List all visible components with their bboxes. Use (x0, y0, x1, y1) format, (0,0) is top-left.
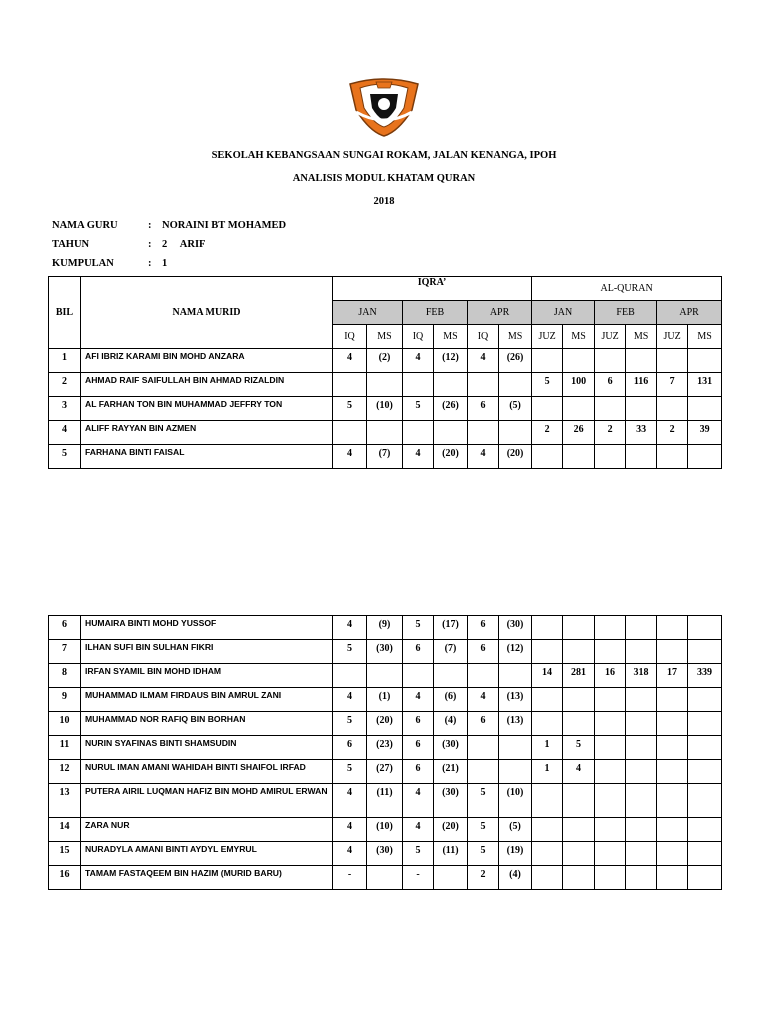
score-cell (367, 866, 403, 890)
sub-header: MS (688, 325, 722, 349)
score-cell (626, 640, 657, 664)
table-row (49, 616, 722, 640)
score-cell: 6 (403, 760, 434, 784)
score-cell: 281 (563, 664, 595, 688)
row-number: 15 (49, 842, 81, 866)
score-cell (657, 736, 688, 760)
school-crest-logo (346, 76, 422, 138)
score-cell (688, 397, 722, 421)
score-cell: 4 (333, 784, 367, 818)
score-cell (563, 818, 595, 842)
score-cell: 4 (333, 616, 367, 640)
score-cell (595, 712, 626, 736)
score-cell (333, 373, 367, 397)
score-cell (563, 712, 595, 736)
score-cell: 4 (403, 688, 434, 712)
score-cell: (30) (367, 842, 403, 866)
info-value: 1 (162, 258, 168, 269)
score-cell: 5 (403, 842, 434, 866)
score-cell: 39 (688, 421, 722, 445)
student-name: NURIN SYAFINAS BINTI SHAMSUDIN (81, 736, 333, 760)
student-name: NURUL IMAN AMANI WAHIDAH BINTI SHAIFOL IRFAD (81, 760, 333, 784)
score-cell: 1 (532, 736, 563, 760)
sub-header: JUZ (595, 325, 626, 349)
student-name: HUMAIRA BINTI MOHD YUSSOF (81, 616, 333, 640)
score-cell (595, 688, 626, 712)
month-header: FEB (403, 301, 468, 325)
sub-header: IQ (468, 325, 499, 349)
score-cell (688, 818, 722, 842)
score-cell: 6 (403, 712, 434, 736)
score-cell: (6) (434, 688, 468, 712)
info-label: KUMPULAN (52, 258, 114, 269)
score-cell (434, 421, 468, 445)
table-row (49, 842, 722, 866)
score-cell (563, 866, 595, 890)
table-row (49, 397, 722, 421)
student-name: FARHANA BINTI FAISAL (81, 445, 333, 469)
table-row (49, 736, 722, 760)
sub-header: IQ (403, 325, 434, 349)
score-cell (626, 760, 657, 784)
score-cell: 6 (468, 640, 499, 664)
report-title: ANALISIS MODUL KHATAM QURAN (292, 173, 476, 184)
row-number: 10 (49, 712, 81, 736)
month-header: APR (657, 301, 722, 325)
score-cell (367, 421, 403, 445)
table-row (49, 373, 722, 397)
score-cell (563, 616, 595, 640)
score-cell: (30) (367, 640, 403, 664)
score-cell (688, 616, 722, 640)
month-header: FEB (595, 301, 657, 325)
sub-header: MS (499, 325, 532, 349)
score-cell (403, 421, 434, 445)
score-cell: (13) (499, 688, 532, 712)
score-cell (626, 349, 657, 373)
score-cell: 6 (403, 736, 434, 760)
score-cell (595, 784, 626, 818)
row-number: 16 (49, 866, 81, 890)
score-cell (563, 640, 595, 664)
score-cell: 100 (563, 373, 595, 397)
score-cell (367, 373, 403, 397)
score-cell: 16 (595, 664, 626, 688)
score-cell (657, 640, 688, 664)
sub-header: JUZ (657, 325, 688, 349)
score-cell: (11) (367, 784, 403, 818)
sub-header: MS (626, 325, 657, 349)
score-cell: 4 (333, 688, 367, 712)
table-row (49, 760, 722, 784)
score-cell (657, 349, 688, 373)
score-cell (367, 664, 403, 688)
score-cell: 4 (333, 818, 367, 842)
score-cell (532, 397, 563, 421)
score-cell: 2 (468, 866, 499, 890)
score-cell: 5 (403, 616, 434, 640)
info-colon: : (148, 239, 152, 250)
row-number: 6 (49, 616, 81, 640)
info-value: 2 ARIF (162, 239, 206, 250)
score-cell (333, 421, 367, 445)
row-number: 1 (49, 349, 81, 373)
score-cell (657, 688, 688, 712)
student-name: NURADYLA AMANI BINTI AYDYL EMYRUL (81, 842, 333, 866)
score-cell: 7 (657, 373, 688, 397)
row-number: 9 (49, 688, 81, 712)
sub-header: JUZ (532, 325, 563, 349)
score-cell: 5 (333, 640, 367, 664)
score-cell: 5 (532, 373, 563, 397)
quran-header: AL-QURAN (532, 277, 722, 301)
score-cell (595, 640, 626, 664)
score-cell (626, 736, 657, 760)
score-cell: 5 (403, 397, 434, 421)
score-cell: (10) (499, 784, 532, 818)
sub-header: IQ (333, 325, 367, 349)
score-cell: 2 (532, 421, 563, 445)
score-cell: 4 (333, 445, 367, 469)
student-name: AL FARHAN TON BIN MUHAMMAD JEFFRY TON (81, 397, 333, 421)
row-number: 12 (49, 760, 81, 784)
score-cell (626, 397, 657, 421)
table-row (49, 784, 722, 818)
report-year: 2018 (373, 196, 395, 207)
score-cell (499, 760, 532, 784)
score-cell (434, 664, 468, 688)
score-cell: 4 (468, 688, 499, 712)
score-cell: 318 (626, 664, 657, 688)
score-cell: (11) (434, 842, 468, 866)
score-cell (657, 712, 688, 736)
score-cell (532, 842, 563, 866)
analysis-table-part2 (48, 615, 722, 890)
score-cell (626, 842, 657, 866)
score-cell (688, 842, 722, 866)
score-cell (688, 736, 722, 760)
bil-header: BIL (49, 277, 81, 349)
student-name: IRFAN SYAMIL BIN MOHD IDHAM (81, 664, 333, 688)
sub-header: MS (367, 325, 403, 349)
info-colon: : (148, 258, 152, 269)
score-cell (688, 349, 722, 373)
score-cell (563, 784, 595, 818)
table-row (49, 640, 722, 664)
score-cell: (20) (434, 818, 468, 842)
score-cell (595, 818, 626, 842)
info-value: NORAINI BT MOHAMED (162, 220, 287, 231)
score-cell: (20) (367, 712, 403, 736)
score-cell: 2 (595, 421, 626, 445)
score-cell: 4 (563, 760, 595, 784)
score-cell (688, 866, 722, 890)
table-row (49, 349, 722, 373)
month-header: JAN (532, 301, 595, 325)
score-cell: 4 (468, 445, 499, 469)
score-cell: (4) (434, 712, 468, 736)
score-cell (657, 784, 688, 818)
score-cell: 2 (657, 421, 688, 445)
student-name: MUHAMMAD ILMAM FIRDAUS BIN AMRUL ZANI (81, 688, 333, 712)
score-cell: (21) (434, 760, 468, 784)
student-name: ILHAN SUFI BIN SULHAN FIKRI (81, 640, 333, 664)
score-cell (468, 736, 499, 760)
score-cell (434, 373, 468, 397)
score-cell: 5 (333, 712, 367, 736)
student-name: TAMAM FASTAQEEM BIN HAZIM (MURID BARU) (81, 866, 333, 890)
row-number: 7 (49, 640, 81, 664)
table-row (49, 818, 722, 842)
table-row (49, 688, 722, 712)
score-cell: (26) (434, 397, 468, 421)
score-cell (626, 818, 657, 842)
score-cell: 6 (468, 712, 499, 736)
score-cell (595, 736, 626, 760)
score-cell (563, 349, 595, 373)
score-cell: (17) (434, 616, 468, 640)
score-cell (532, 349, 563, 373)
sub-header: MS (434, 325, 468, 349)
nama-header: NAMA MURID (81, 277, 333, 349)
score-cell (468, 373, 499, 397)
score-cell (403, 664, 434, 688)
score-cell: (20) (434, 445, 468, 469)
score-cell: 14 (532, 664, 563, 688)
score-cell: 4 (403, 349, 434, 373)
row-number: 5 (49, 445, 81, 469)
student-name: AFI IBRIZ KARAMI BIN MOHD ANZARA (81, 349, 333, 373)
score-cell: 116 (626, 373, 657, 397)
score-cell (657, 397, 688, 421)
score-cell (563, 688, 595, 712)
score-cell (595, 445, 626, 469)
score-cell: (9) (367, 616, 403, 640)
score-cell (563, 397, 595, 421)
score-cell (657, 445, 688, 469)
student-name: PUTERA AIRIL LUQMAN HAFIZ BIN MOHD AMIRUL ERWAN (81, 784, 333, 818)
score-cell (468, 421, 499, 445)
score-cell (532, 712, 563, 736)
score-cell: 4 (403, 784, 434, 818)
iqra-header: IQRA’ (333, 277, 532, 301)
score-cell: (20) (499, 445, 532, 469)
score-cell: (2) (367, 349, 403, 373)
score-cell (657, 760, 688, 784)
score-cell (595, 842, 626, 866)
score-cell: (19) (499, 842, 532, 866)
row-number: 2 (49, 373, 81, 397)
info-label: TAHUN (52, 239, 90, 250)
score-cell: 33 (626, 421, 657, 445)
score-cell: 131 (688, 373, 722, 397)
score-cell (532, 640, 563, 664)
row-number: 8 (49, 664, 81, 688)
score-cell: 6 (595, 373, 626, 397)
score-cell: 6 (403, 640, 434, 664)
school-name: SEKOLAH KEBANGSAAN SUNGAI ROKAM, JALAN KENANGA, IPOH (211, 150, 557, 161)
score-cell (688, 640, 722, 664)
score-cell: (7) (434, 640, 468, 664)
score-cell (595, 760, 626, 784)
score-cell: 339 (688, 664, 722, 688)
score-cell (499, 664, 532, 688)
table-row (49, 664, 722, 688)
score-cell (499, 421, 532, 445)
score-cell (688, 712, 722, 736)
score-cell (657, 616, 688, 640)
score-cell (626, 445, 657, 469)
score-cell: - (403, 866, 434, 890)
table-row (49, 445, 722, 469)
score-cell: (12) (499, 640, 532, 664)
score-cell: 6 (468, 616, 499, 640)
score-cell (434, 866, 468, 890)
row-number: 4 (49, 421, 81, 445)
score-cell: 4 (403, 818, 434, 842)
row-number: 13 (49, 784, 81, 818)
score-cell: 5 (563, 736, 595, 760)
score-cell: (7) (367, 445, 403, 469)
score-cell (499, 736, 532, 760)
score-cell: 5 (468, 784, 499, 818)
score-cell (657, 842, 688, 866)
score-cell: 4 (333, 842, 367, 866)
score-cell (532, 445, 563, 469)
score-cell (532, 616, 563, 640)
score-cell (563, 445, 595, 469)
score-cell: 6 (468, 397, 499, 421)
sub-header: MS (563, 325, 595, 349)
student-name: ALIFF RAYYAN BIN AZMEN (81, 421, 333, 445)
table-row (49, 866, 722, 890)
score-cell: 5 (468, 818, 499, 842)
analysis-table-part1 (48, 276, 722, 469)
info-label: NAMA GURU (52, 220, 118, 231)
score-cell (595, 616, 626, 640)
month-header: APR (468, 301, 532, 325)
score-cell (532, 818, 563, 842)
score-cell (626, 688, 657, 712)
score-cell: 4 (468, 349, 499, 373)
score-cell (468, 760, 499, 784)
score-cell (532, 866, 563, 890)
score-cell (563, 842, 595, 866)
score-cell: 5 (468, 842, 499, 866)
row-number: 11 (49, 736, 81, 760)
score-cell: 26 (563, 421, 595, 445)
score-cell (595, 349, 626, 373)
score-cell: 17 (657, 664, 688, 688)
score-cell (626, 866, 657, 890)
row-number: 14 (49, 818, 81, 842)
score-cell: (5) (499, 397, 532, 421)
score-cell: (30) (434, 736, 468, 760)
score-cell (626, 616, 657, 640)
score-cell (595, 866, 626, 890)
score-cell (403, 373, 434, 397)
score-cell: (10) (367, 818, 403, 842)
month-header: JAN (333, 301, 403, 325)
score-cell: (27) (367, 760, 403, 784)
score-cell: (13) (499, 712, 532, 736)
score-cell: (10) (367, 397, 403, 421)
score-cell (626, 784, 657, 818)
score-cell (657, 818, 688, 842)
score-cell: (26) (499, 349, 532, 373)
info-colon: : (148, 220, 152, 231)
student-name: AHMAD RAIF SAIFULLAH BIN AHMAD RIZALDIN (81, 373, 333, 397)
score-cell: 1 (532, 760, 563, 784)
row-number: 3 (49, 397, 81, 421)
score-cell: (30) (499, 616, 532, 640)
score-cell: (5) (499, 818, 532, 842)
score-cell (499, 373, 532, 397)
score-cell (688, 784, 722, 818)
score-cell: (1) (367, 688, 403, 712)
score-cell (333, 664, 367, 688)
score-cell: (12) (434, 349, 468, 373)
table-row (49, 712, 722, 736)
score-cell: (30) (434, 784, 468, 818)
score-cell: 4 (333, 349, 367, 373)
score-cell: 6 (333, 736, 367, 760)
score-cell: 5 (333, 760, 367, 784)
score-cell (688, 760, 722, 784)
table-row (49, 421, 722, 445)
score-cell (688, 688, 722, 712)
score-cell (468, 664, 499, 688)
score-cell: - (333, 866, 367, 890)
score-cell (595, 397, 626, 421)
score-cell: (4) (499, 866, 532, 890)
score-cell: 4 (403, 445, 434, 469)
student-name: MUHAMMAD NOR RAFIQ BIN BORHAN (81, 712, 333, 736)
score-cell (657, 866, 688, 890)
score-cell (688, 445, 722, 469)
student-name: ZARA NUR (81, 818, 333, 842)
score-cell (626, 712, 657, 736)
score-cell (532, 688, 563, 712)
score-cell: (23) (367, 736, 403, 760)
score-cell: 5 (333, 397, 367, 421)
score-cell (532, 784, 563, 818)
